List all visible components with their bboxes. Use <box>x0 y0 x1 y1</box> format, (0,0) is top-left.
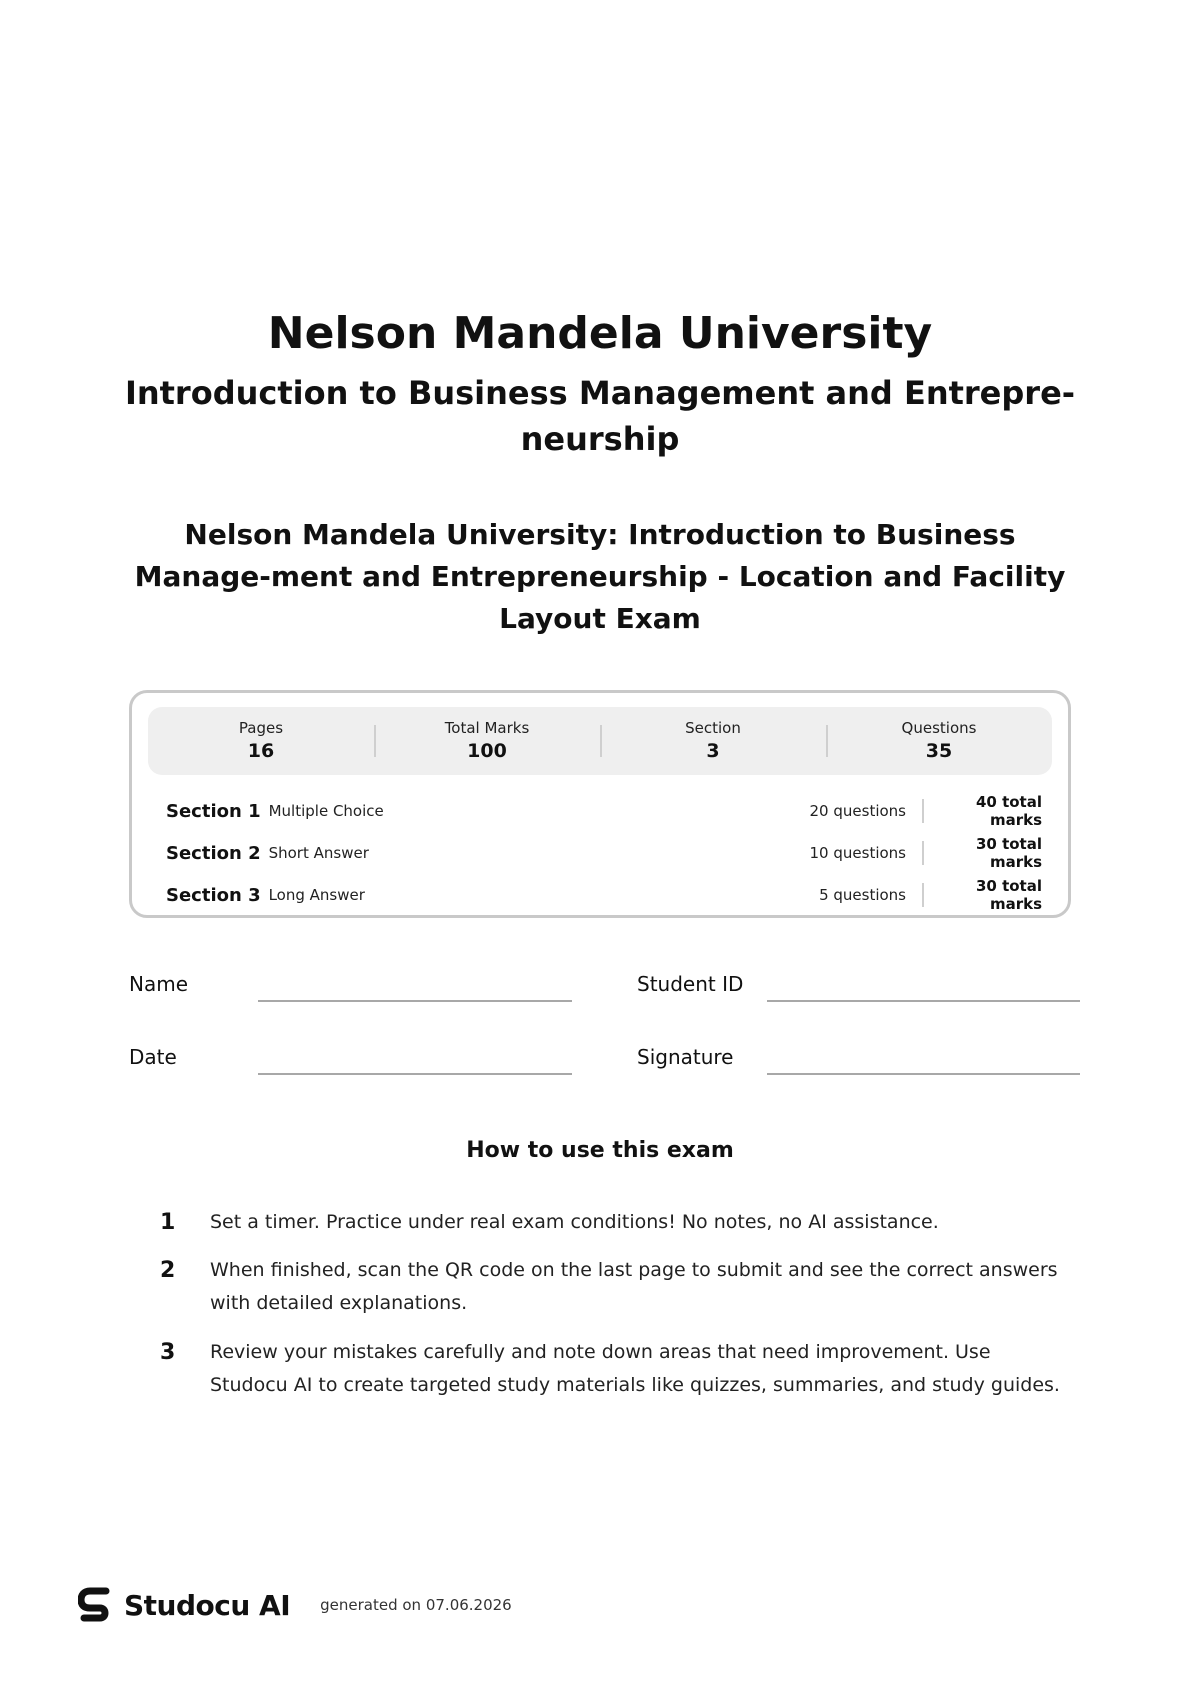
section-type: Long Answer <box>268 886 365 904</box>
institution-title: Nelson Mandela University <box>267 308 933 359</box>
footer <box>78 1585 512 1625</box>
section-type: Multiple Choice <box>268 802 384 820</box>
section-type: Short Answer <box>268 844 369 862</box>
name-field[interactable] <box>258 1000 572 1002</box>
section-name: Section 1 <box>166 800 261 822</box>
section-marks: 30 total marks <box>975 835 1042 871</box>
section-questions: 5 questions <box>819 886 906 904</box>
stat-value: 100 <box>467 740 507 762</box>
section-questions: 20 questions <box>809 802 906 820</box>
stat-questions <box>826 707 1052 775</box>
exam-subtitle: Nelson Mandela University: Introduction to Business Manage-ment and Entrepreneurship - Location and Facility Layout Exam <box>134 518 1066 635</box>
stat-label: Total Marks <box>444 719 530 737</box>
stat-label: Pages <box>238 719 284 737</box>
stat-label: Section <box>685 719 741 737</box>
date-label: Date <box>129 1045 177 1069</box>
step-number: 1 <box>160 1210 176 1235</box>
section-questions: 10 questions <box>809 844 906 862</box>
name-label: Name <box>129 972 189 996</box>
section-name: Section 3 <box>166 884 261 906</box>
stat-pages <box>148 707 374 775</box>
stat-total-marks <box>374 707 600 775</box>
stat-value: 16 <box>247 740 275 762</box>
stat-section <box>600 707 826 775</box>
signature-field[interactable] <box>767 1073 1080 1075</box>
section-name: Section 2 <box>166 842 261 864</box>
step-number: 3 <box>160 1340 176 1365</box>
stat-value: 3 <box>706 740 720 762</box>
stat-label: Questions <box>901 719 977 737</box>
signature-label: Signature <box>637 1045 734 1069</box>
brand-name: Studocu AI <box>124 1588 291 1622</box>
date-field[interactable] <box>258 1073 572 1075</box>
student-id-label: Student ID <box>637 972 744 996</box>
step-text: When finished, scan the QR code on the last page to submit and see the correct answers with detailed explanations. <box>210 1259 1058 1314</box>
section-row-1 <box>166 793 1042 829</box>
howto-title: How to use this exam <box>466 1138 734 1163</box>
stats-bar <box>148 707 1052 775</box>
exam-info-box <box>129 690 1071 918</box>
student-id-field[interactable] <box>767 1000 1080 1002</box>
step-text: Review your mistakes carefully and note down areas that need improvement. Use Studocu AI to create targeted study materials like quizzes, summaries, and study guides. <box>210 1341 1060 1396</box>
section-marks: 40 total marks <box>975 793 1042 829</box>
section-row-2 <box>166 835 1042 871</box>
generated-date: generated on 07.06.2026 <box>320 1596 512 1614</box>
stat-value: 35 <box>925 740 953 762</box>
course-title: Introduction to Business Management and Entrepre-neurship <box>124 374 1076 458</box>
section-marks: 30 total marks <box>975 877 1042 913</box>
studocu-logo-icon <box>78 1585 114 1625</box>
step-text: Set a timer. Practice under real exam conditions! No notes, no AI assistance. <box>210 1211 939 1233</box>
section-row-3 <box>166 877 1042 913</box>
step-number: 2 <box>160 1258 176 1283</box>
